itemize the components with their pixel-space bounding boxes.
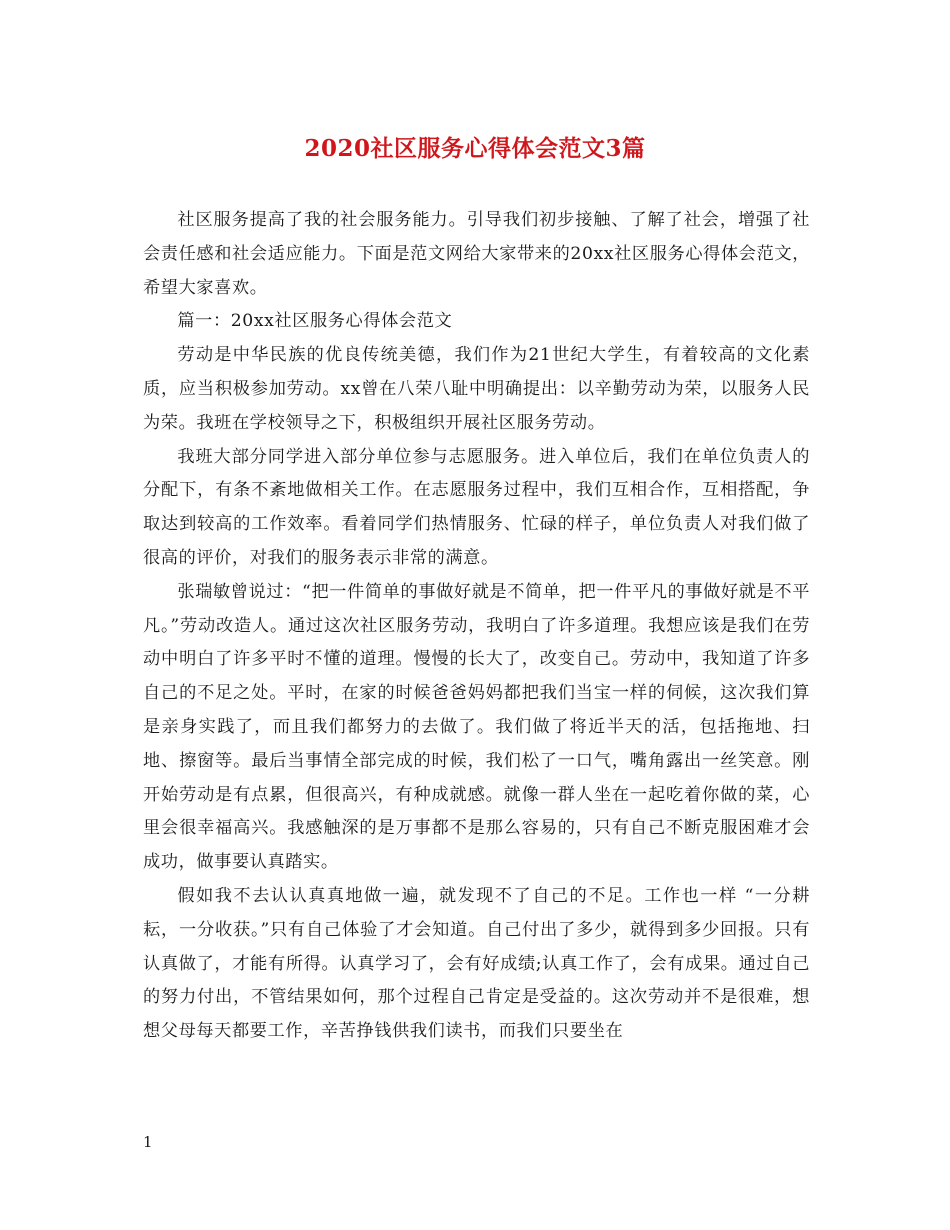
- document-title: 2020社区服务心得体会范文3篇: [304, 135, 646, 162]
- page-number: 1: [143, 1133, 153, 1151]
- paragraph: 张瑞敏曾说过：“把一件简单的事做好就是不简单，把一件平凡的事做好就是不平凡。”劳动改造人。通过这次社区服务劳动，我明白了许多道理。我想应该是我们在劳动中明白了许多平时不懂的道理。慢慢的长大了，改变自己。劳动中，我知道了许多自己的不足之处。平时，在家的时候爸爸妈妈都把我们当宝一样的伺候，这次我们算是亲身实践了，而且我们都努力的去做了。我们做了将近半天的活，包括拖地、扫地、擦窗等。最后当事情全部完成的时候，我们松了一口气，嘴角露出一丝笑意。刚开始劳动是有点累，但很高兴，有种成就感。就像一群人坐在一起吃着你做的菜，心里会很幸福高兴。我感触深的是万事都不是那么容易的，只有自己不断克服困难才会成功，做事要认真踏实。: [143, 581, 810, 873]
- paragraph: 劳动是中华民族的优良传统美德，我们作为21世纪大学生，有着较高的文化素质，应当积极参加劳动。xx曾在八荣八耻中明确提出：以辛勤劳动为荣，以服务人民为荣。我班在学校领导之下，积极组织开展社区服务劳动。: [143, 345, 810, 433]
- paragraph: 我班大部分同学进入部分单位参与志愿服务。进入单位后，我们在单位负责人的分配下，有条不紊地做相关工作。在志愿服务过程中，我们互相合作，互相搭配，争取达到较高的工作效率。看着同学们热情服务、忙碌的样子，单位负责人对我们做了很高的评价，对我们的服务表示非常的满意。: [143, 446, 810, 568]
- paragraph: 假如我不去认认真真地做一遍，就发现不了自己的不足。工作也一样 “一分耕耘，一分收获。”只有自己体验了才会知道。自己付出了多少，就得到多少回报。只有认真做了，才能有所得。认真学习了，会有好成绩;认真工作了，会有成果。通过自己的努力付出，不管结果如何，那个过程自己肯定是受益的。这次劳动并不是很难，想想父母每天都要工作，辛苦挣钱供我们读书，而我们只要坐在: [143, 885, 810, 1042]
- document-body: [143, 204, 810, 1049]
- paragraph-intro: 社区服务提高了我的社会服务能力。引导我们初步接触、了解了社会，增强了社会责任感和社会适应能力。下面是范文网给大家带来的20xx社区服务心得体会范文，希望大家喜欢。: [143, 210, 810, 298]
- section-heading: 篇一：20xx社区服务心得体会范文: [177, 311, 453, 332]
